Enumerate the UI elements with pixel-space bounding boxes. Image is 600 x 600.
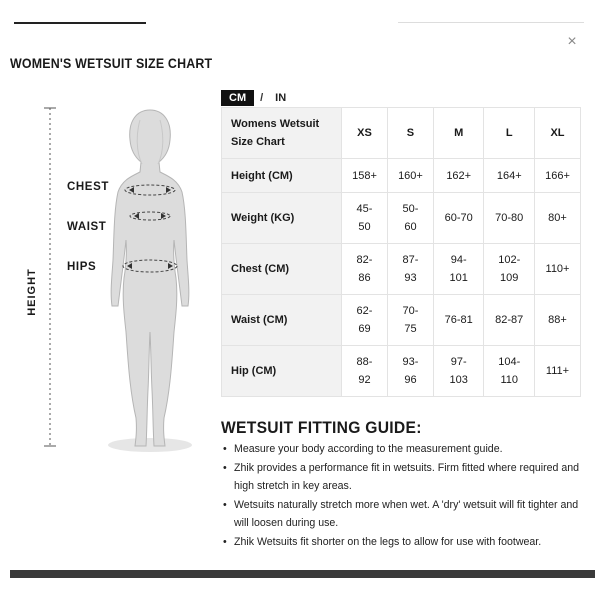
fitting-guide-list (221, 440, 581, 551)
table-row (222, 244, 581, 295)
size-header-s: S (387, 108, 433, 159)
table-cell: 88- 92 (342, 346, 388, 397)
table-cell: 93- 96 (387, 346, 433, 397)
table-cell: 62- 69 (342, 295, 388, 346)
table-cell: 104- 110 (484, 346, 535, 397)
unit-separator: / (260, 92, 264, 104)
unit-cm-button[interactable]: CM (221, 90, 254, 106)
chest-label: CHEST (67, 181, 109, 193)
row-label: Chest (CM) (222, 244, 342, 295)
fitting-guide-title: WETSUIT FITTING GUIDE: (221, 418, 422, 437)
size-header-m: M (433, 108, 484, 159)
list-item: • Zhik provides a performance fit in wetsuits. Firm fitted where required and high stretch in key areas. (221, 459, 581, 496)
table-cell: 82- 86 (342, 244, 388, 295)
table-cell: 70- 75 (387, 295, 433, 346)
table-cell: 80+ (535, 193, 581, 244)
table-header-row (222, 108, 581, 159)
row-label: Weight (KG) (222, 193, 342, 244)
table-cell: 94- 101 (433, 244, 484, 295)
list-item: • Wetsuits naturally stretch more when wet. A 'dry' wetsuit will fit tighter and will loosen during use. (221, 496, 581, 533)
table-cell: 162+ (433, 159, 484, 193)
size-header-xl: XL (535, 108, 581, 159)
table-cell: 166+ (535, 159, 581, 193)
table-cell: 88+ (535, 295, 581, 346)
table-cell: 111+ (535, 346, 581, 397)
table-row (222, 193, 581, 244)
table-cell: 97- 103 (433, 346, 484, 397)
top-divider (14, 22, 146, 24)
table-cell: 160+ (387, 159, 433, 193)
row-label: Height (CM) (222, 159, 342, 193)
table-cell: 82-87 (484, 295, 535, 346)
hips-label: HIPS (67, 261, 97, 273)
waist-label: WAIST (67, 221, 107, 233)
footer-bar (10, 570, 595, 578)
table-cell: 87- 93 (387, 244, 433, 295)
size-header-l: L (484, 108, 535, 159)
table-cell: 45- 50 (342, 193, 388, 244)
table-row (222, 346, 581, 397)
table-corner-label: Womens Wetsuit Size Chart (222, 108, 342, 159)
row-label: Hip (CM) (222, 346, 342, 397)
table-cell: 164+ (484, 159, 535, 193)
list-item: • Measure your body according to the measurement guide. (221, 440, 581, 459)
size-header-xs: XS (342, 108, 388, 159)
modal-title: WOMEN'S WETSUIT SIZE CHART (10, 56, 213, 71)
table-cell: 110+ (535, 244, 581, 295)
top-divider-faint (398, 22, 584, 23)
table-cell: 60-70 (433, 193, 484, 244)
unit-in-button[interactable]: IN (275, 92, 287, 104)
body-silhouette-icon (10, 100, 220, 460)
row-label: Waist (CM) (222, 295, 342, 346)
table-row (222, 295, 581, 346)
height-label: HEIGHT (26, 268, 38, 316)
body-measurement-figure (10, 100, 220, 460)
close-icon[interactable]: × (567, 33, 577, 50)
table-cell: 70-80 (484, 193, 535, 244)
unit-toggle (221, 90, 292, 106)
list-item: • Zhik Wetsuits fit shorter on the legs to allow for use with footwear. (221, 533, 581, 552)
table-row (222, 159, 581, 193)
table-cell: 102- 109 (484, 244, 535, 295)
table-cell: 50- 60 (387, 193, 433, 244)
table-cell: 76-81 (433, 295, 484, 346)
size-chart-table (221, 107, 581, 397)
table-cell: 158+ (342, 159, 388, 193)
